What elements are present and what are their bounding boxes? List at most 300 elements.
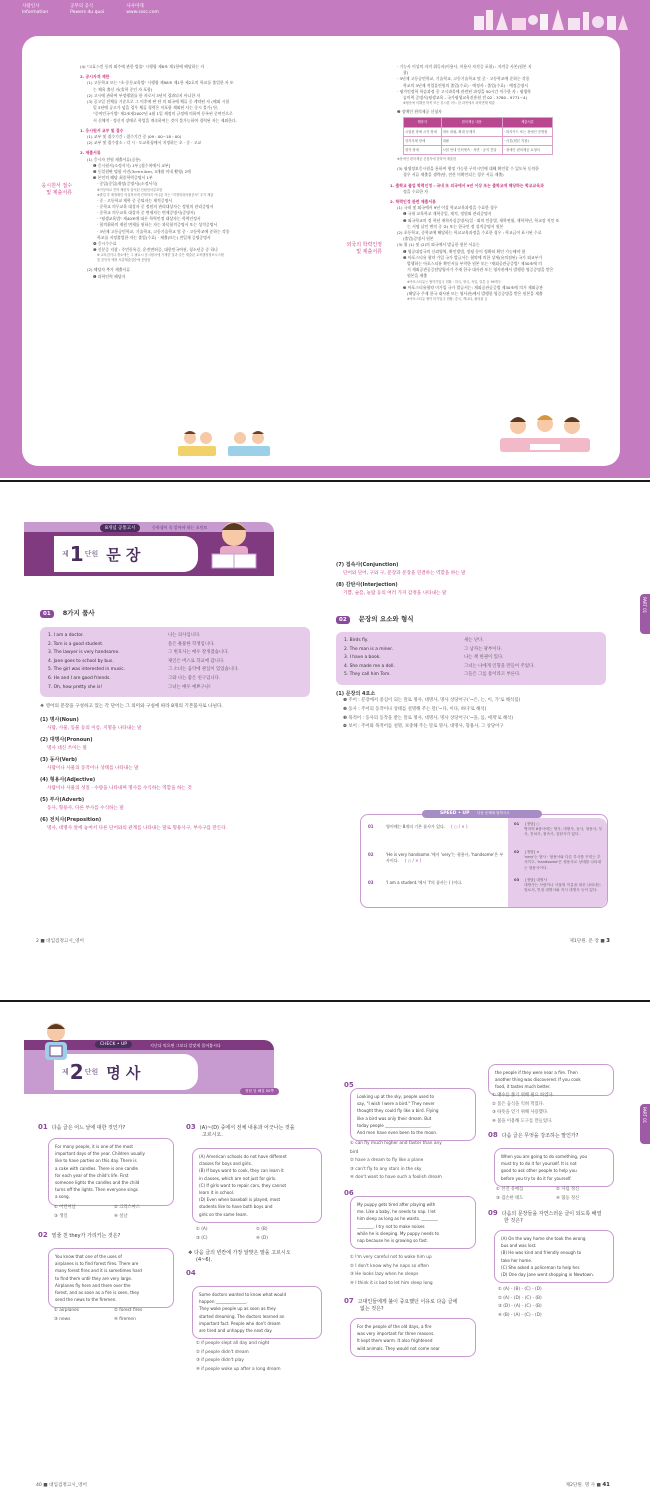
text-line: ❷ 동일원판 명함 사진(3cm×4cm, 3개월 이내 촬영) 2매 xyxy=(93,169,191,175)
section-title: 8가지 품사 xyxy=(62,609,95,617)
text-line: 습이력 증명서(평생교육 - 국가평생교육진흥원 전 02 - 3780 - 9771~4) xyxy=(403,95,528,101)
passage-line: (D) Even when baseball is played, most xyxy=(199,1197,281,1203)
part-of-speech-heading: (3) 동사(Verb) xyxy=(40,756,78,763)
example-korean: 나는 의사입니다. xyxy=(168,633,201,638)
example-english: 5. They call him Tom. xyxy=(344,672,391,678)
answer-option: ③ He looks lazy when he sleeps xyxy=(350,1272,419,1278)
answer-option: ④ firemen xyxy=(114,1316,136,1322)
answer-option: ② if people didn't dream xyxy=(196,1349,249,1355)
passage-line: like to have parties on this day. There is xyxy=(55,1158,137,1164)
text-line: 발행하는 아포스티유 확인서를 부착한 원본 또는 "재외공관공증법" 제30조에 의 xyxy=(407,261,542,267)
passage-line: (B) He was kind and friendly enough to xyxy=(501,1250,582,1256)
reading-passage xyxy=(350,1196,476,1249)
question-number: 01 xyxy=(38,1123,48,1131)
text-line: (1) 국내 및 외국에서 9년 이상 학교교육과정을 수료한 경우 xyxy=(397,205,498,211)
question-text xyxy=(386,852,506,864)
part-side-tab xyxy=(640,594,650,634)
passage-line: nap because he is growing so fast. xyxy=(357,1238,429,1244)
answer-option: ④ 설날 xyxy=(114,1213,128,1219)
top-meta-line: Powers du quoi xyxy=(70,10,105,15)
text-line: ※아포스티유 협약 미가입국 현황: 중국, 캐나다, 필리핀 등 xyxy=(407,297,488,302)
text-line: · 기능사 이상의 자격 취득자(이용사, 미용사 자격증 포함) : 자격증 사본(원본 지 xyxy=(397,64,532,69)
table-cell: 시험편 장애 시각 장애 xyxy=(404,127,442,136)
table-row xyxy=(404,136,553,145)
text-line: ❶ 응시원서(소정서식) 1부 [접수처에서 교부] xyxy=(93,162,171,168)
table-caption: ❷ 장애인 편의제공 신청자 xyxy=(397,109,442,115)
section-number: 02 xyxy=(336,616,350,624)
text-line: · 합격취하의 재원 면제를 원하는 자는 과목합격증명서 또는 성적증명서 xyxy=(97,222,218,228)
example-english: 3. I have a book. xyxy=(344,655,381,661)
example-english: 1. Birds fly. xyxy=(344,638,369,643)
folio-left: 40 ■ 대입검정고시_영어 xyxy=(36,1483,87,1488)
question-number: 08 xyxy=(488,1131,498,1139)
text-line: (2) 교부 및 접수장소 : 각 시 · 도교육청에서 지정하는 초 · 중 · 고교 xyxy=(87,140,202,146)
reading-passage xyxy=(494,1230,614,1283)
question-number: 04 xyxy=(186,1269,196,1277)
answer-option: ④ 협동 정신 xyxy=(556,1195,580,1201)
element-item: ❹ 보어 : 주어와 목적어를 설명, 보충해 주는 말로 명사, 대명사, 형용사, 그 상당어구 xyxy=(343,724,504,730)
answer-options xyxy=(196,1226,316,1243)
side-label-line: 응시원서 접수 xyxy=(41,183,72,189)
table-cell: 대필 xyxy=(441,136,502,145)
table-row xyxy=(404,146,553,155)
chapter-title: 명 사 xyxy=(106,1063,141,1082)
side-label-line: 및 제출서류 xyxy=(46,190,72,196)
passage-line: learn it in school. xyxy=(199,1190,235,1196)
answer-option: ④ (D) xyxy=(256,1235,268,1241)
speed-up-title xyxy=(440,811,510,816)
answer-option: ① if people slept all day and night xyxy=(196,1341,270,1346)
part-side-tab xyxy=(640,1104,650,1144)
table-cell: · 사본(원본 지참) xyxy=(502,136,552,145)
text-line: (3) 공고일 전체를 기준으로 그 이후에 판 단 의 외국에 체류 중 계약된 자 (해외 시험 xyxy=(87,99,230,105)
question-stem: 다음 글은 무엇을 강조하는 말인가? xyxy=(501,1133,579,1139)
table-cell: 청각 장애 xyxy=(404,146,442,155)
passage-line: for each year of the child's life. First xyxy=(55,1172,129,1178)
passage-line: must try to do it for yourself. It is not xyxy=(501,1161,577,1167)
left-column xyxy=(80,64,295,280)
example-box-parts-of-speech xyxy=(40,627,310,697)
passage-line: important fact. People who don't dream xyxy=(199,1320,281,1326)
question-number: 09 xyxy=(488,1209,498,1217)
answer-option: ① 선견 유애심 xyxy=(496,1187,524,1192)
text-line: ※이상학교 진학 제한자 출석된 인원선서류포함 xyxy=(97,187,163,192)
answer-options xyxy=(496,1186,616,1203)
side-label-foreign xyxy=(330,242,382,256)
chapter-number: 1 xyxy=(69,542,84,566)
passage-line: Looking up at the sky, people used to xyxy=(357,1094,434,1099)
answer-options xyxy=(54,1307,174,1324)
question-stem: 'I am a student.'에서 'I'의 품사는 ( )이다. xyxy=(386,880,463,885)
elements-heading: (1) 문장의 4요소 xyxy=(336,690,376,697)
table-cell: 대독 대필, 확대 문제지 xyxy=(441,127,502,136)
text-line: 는 서명 날인 변의 중 ②) 또는 한국인 정 성적증명서 원본 xyxy=(407,223,504,229)
passage-line: It kept them warm. It also frightened xyxy=(357,1338,433,1344)
answer-explanation: 영어의 8품사에는 명사, 대명사, 동사, 형용사, 부사, 전치사, 접속사, 감탄사가 있다. xyxy=(524,827,603,837)
reading-passage xyxy=(494,1148,614,1187)
answer-option: ④ (B) - (A) - (C) - (D) xyxy=(498,1312,542,1318)
answer-option: ④ don't want to have such a foolish dream xyxy=(350,1175,442,1181)
question-stem-line: 고대인들에게 불이 중요했던 이유로 다음 글에 xyxy=(357,1299,458,1305)
passage-line: him sleep as long as he wants. ________ xyxy=(357,1216,438,1222)
reading-passage xyxy=(48,1248,174,1308)
chapter-suffix: 단원 xyxy=(84,1068,99,1076)
reading-passage xyxy=(488,1064,614,1096)
passage-line: They woke people up as soon as they xyxy=(199,1306,276,1312)
answer-option: ③ 따뜻을 얻기 위해 사용했다. xyxy=(492,1110,549,1116)
answer-option: ① 어린이날 xyxy=(54,1205,76,1210)
question-stem-line: 고르시오. xyxy=(202,1132,223,1138)
passage-line: in classes, which are not just for girls. xyxy=(199,1175,277,1181)
question-choice: ( ○ / × ) xyxy=(451,824,468,829)
folio-left: 2 ■ 대입검정고시_영어 xyxy=(36,939,84,944)
example-row xyxy=(344,646,598,655)
answer-option: ② 몸은 음식을 익혀 먹었다. xyxy=(492,1101,545,1107)
text-line: ❶ 영공대강국의 신뢰영역, 확인방법, 정평 등이 정확히 확인 가능해야 함 xyxy=(403,248,526,254)
answer-option: ② I don't know why he naps so often xyxy=(350,1263,429,1269)
text-line: · 중학교 의무교육 대상자 중 면제자는 면제증명서(증명서) xyxy=(97,210,196,216)
answer-option: ① can fly much higher and faster than any xyxy=(350,1141,442,1146)
right-column xyxy=(390,64,602,302)
folio-right-number: 3 xyxy=(606,938,610,944)
table-note: ※장애인 편의제공 신청자에 한하여 제출함 xyxy=(397,157,457,162)
question-text xyxy=(386,880,506,886)
question-stem-line: 없는 것은? xyxy=(360,1306,384,1312)
students-illustration-left xyxy=(172,426,282,460)
part-of-speech-description: 동사, 형용사, 다른 부사를 수식하는 말 xyxy=(47,805,124,811)
top-meta-line: Information xyxy=(22,10,49,15)
folio-right: 제2단원. 명 사 ■ 41 xyxy=(565,1482,610,1488)
answer-label: [정답] ○ xyxy=(525,822,540,826)
example-korean: 그 남자는 광부이다. xyxy=(464,646,503,652)
part-of-speech-heading: (1) 명사(Noun) xyxy=(40,716,79,723)
text-line: ※평준에 의해선 학목 또는 휴시한 어느 한 과목에서 과학면제 제출 xyxy=(403,101,495,106)
instruction-text xyxy=(188,1250,328,1264)
question-stem: 밑줄 친 they가 가리키는 것은? xyxy=(51,1233,121,1239)
passage-line: You know that one of the uses of xyxy=(55,1254,122,1259)
passage-line: happen _______________. xyxy=(199,1299,248,1305)
passage-line: (C) She asked a policeman to help her. xyxy=(501,1264,581,1270)
passage-line: a song. xyxy=(55,1194,70,1200)
question-stem-line: (A)~(D) 중에서 전체 내용과 어긋나는 것을 xyxy=(199,1125,295,1131)
text-line: ❹ 응시수수료 xyxy=(93,241,117,247)
answer-option: ③ news xyxy=(54,1316,71,1322)
side-label-line: 및 제출서류 xyxy=(356,249,382,255)
chapter-number: 2 xyxy=(69,1060,84,1084)
part-of-speech-heading: (6) 전치사(Preposition) xyxy=(40,816,102,823)
text-line: 학교를 지정졸업한 자는 졸업(수료) · 제출(또는) 전일재 증명증명서 xyxy=(97,234,211,240)
answer-number: 03 xyxy=(514,878,520,882)
text-line: ※ 교육감이나 장소에는 그 필요시 응시원서에 기재한 것과 같은 제출된 교육행정정보시스템 xyxy=(97,253,224,258)
text-line: 1. 응시원서 교부 및 접수 xyxy=(80,127,124,133)
part-of-speech-description: 사람이나 사물의 동작이나 상태를 나타내는 말 xyxy=(47,765,139,771)
question-number: 03 xyxy=(186,1123,196,1131)
passage-line: before you try to do it for yourself. xyxy=(501,1175,572,1181)
page-spread-chapter-2-checkup xyxy=(0,1004,650,1500)
passage-line: wild animals. They would not come near xyxy=(357,1345,440,1351)
instruction-line: ❖ 다음 글의 빈칸에 가장 알맞은 말을 고르시오 xyxy=(188,1250,291,1256)
answer-options xyxy=(196,1340,281,1374)
text-line: ❺ 신분증 지참 : 주민등록증, 운전면허증, 대한민국여권, 청소년증 중 하나 xyxy=(93,247,218,253)
passage-line: My puppy gets tired after playing with xyxy=(357,1202,436,1207)
example-korean: 그 소녀는 음악에 관심이 있었습니다. xyxy=(168,667,239,673)
speed-up-question xyxy=(368,880,506,886)
checkup-tab-label: CHECK • UP xyxy=(95,1041,132,1048)
answer-option: ② have a dream to fly like a plane xyxy=(350,1158,424,1164)
answer-options xyxy=(492,1092,554,1126)
reading-passage xyxy=(350,1088,476,1141)
passage-line: take her home. xyxy=(501,1257,533,1263)
example-english: 2. Tom is a good student. xyxy=(48,641,104,647)
part-of-speech-heading: (8) 감탄사(Interjection) xyxy=(336,582,398,588)
example-korean: 그들은 그를 톰이라고 부른다. xyxy=(464,672,521,678)
chapter-tab-label: 8개념 공통고시 xyxy=(100,524,140,532)
example-row xyxy=(48,641,302,650)
passage-line: a cake with candles. There is one candle xyxy=(55,1165,139,1171)
passage-line: (B) If boys want to cook, they can learn it xyxy=(199,1168,284,1174)
question-stem: 'He is very handsome.'에서 'very'는 형용사, 'handsome'은 부사이다. xyxy=(386,852,504,863)
text-line: 학교의 3년제 직업훈련원의 졸업(수료) · 예정자 : 졸업(수료) · 예정증명서 xyxy=(403,82,528,88)
text-line: (4) "고효스킨 등의 외주에 관한 법률" 시행령 제8조 제1항에 해당하는 자 xyxy=(80,64,205,69)
example-box-sentence-forms xyxy=(336,632,606,685)
speed-up-subtitle: 다음 문제에 답하시오 xyxy=(476,811,510,815)
example-korean: 그녀는 매우 예쁘구나! xyxy=(168,684,211,690)
part-of-speech-description: 기쁨, 슬픔, 놀람 등의 여러 가지 감정을 나타내는 말 xyxy=(343,591,447,596)
table-row xyxy=(404,127,553,136)
example-row xyxy=(48,632,302,641)
passage-line: When you are going to do something, you xyxy=(501,1154,588,1159)
text-line: 정을 수료한 자 xyxy=(403,188,429,194)
passage-line: forest, and as soon as a fire is seen, they xyxy=(55,1290,140,1296)
example-row xyxy=(344,663,598,672)
page-separator xyxy=(0,480,650,482)
part-of-speech-heading: (5) 부사(Adverb) xyxy=(40,796,85,803)
passage-line: someone lights the candles and the child xyxy=(55,1180,140,1186)
example-english: 7. Oh, how pretty she is! xyxy=(48,684,103,690)
table-cell: · 복지카드 또는 장애인 증명원 xyxy=(502,127,552,136)
top-meta-line: 사람인사 xyxy=(22,4,40,9)
parts-of-speech-list xyxy=(40,716,310,831)
example-english: 1. I am a doctor. xyxy=(48,633,84,638)
passage-line: airplanes is to find forest fires. There are xyxy=(55,1261,139,1267)
text-line: 거 재외공관공증담당영사가 주재 한국 대사관 또는 영사관에서 발행한 영증증명을 받은 xyxy=(407,267,554,273)
text-line: 일 5년에 공고가 넘을 경우 체류 경력은 미포함 제외된 사는 중시 불가) 단, xyxy=(93,105,219,111)
answer-option: ② 자립 정신 xyxy=(556,1187,580,1192)
part-of-speech-description: 단어와 단어, 구와 구, 문장과 문장을 연결하는 역할을 하는 말 xyxy=(343,571,466,576)
text-line: · 평가인정학 학습과정 중 고시과목에 관련된 과정을 50시간 이수한 자 : 평생학 xyxy=(397,88,531,94)
passage-line: started dreaming. The doctors learned an xyxy=(199,1313,285,1319)
example-row xyxy=(48,684,302,693)
text-line: 2. 학력인정 관련 제출서류 xyxy=(390,199,436,205)
answer-label: [정답] 대명사 xyxy=(525,878,548,882)
passage-line: important days of the year. Children usually xyxy=(55,1151,145,1157)
passage-line: good to ask other people to help you xyxy=(501,1168,577,1174)
answer-option: ① 맹수를 쫓기 위해 필요 하였다. xyxy=(492,1093,554,1098)
passage-line: today people ______________________. xyxy=(357,1122,432,1128)
text-line: (1) 고등학교 또는 "초·중등교육법" 시행령 제98조 제1항 제2호의 학교를 졸업한 자 또 xyxy=(87,80,234,86)
passage-line: the people if they were near a fire. Then xyxy=(495,1070,578,1075)
part-of-speech-description: 명사 대신 쓰이는 말 xyxy=(47,745,87,751)
text-line: (3) 평생정보응시원을 통하여 행정 가능한 구미시민에 대해 확인할 수 있도록 동의한 xyxy=(397,166,539,172)
speed-up-question xyxy=(368,824,506,830)
text-line: (1) 응시자 전원 제출서류(공통) xyxy=(87,156,141,162)
decorative-city-illustration xyxy=(470,6,630,32)
answer-option: ④ 불을 이용해 도구를 만들었다. xyxy=(492,1118,553,1124)
part-of-speech-description: 사람, 사물, 동물 등의 이름, 지명을 나타내는 말 xyxy=(47,725,142,731)
text-line: (3) 위 (1) 및 (2)의 외국에서 발급한 원본 서류는 xyxy=(397,242,480,248)
question-heading xyxy=(38,1124,188,1132)
text-line: (졸업)증명서 원본 xyxy=(403,236,434,242)
passage-line: say, "I wish I were a bird." They never xyxy=(357,1101,435,1107)
reading-passage xyxy=(192,1148,322,1223)
passage-line: Airplanes fly here and there over the xyxy=(55,1282,131,1288)
question-number: 07 xyxy=(344,1297,354,1305)
text-line: 서 신체적 · 정신적 장애로 학업을 계속하여는 것이 불가능하여 경력된 자는 제외한다. xyxy=(93,117,237,123)
chapter-prefix: 제 xyxy=(62,550,69,558)
text-line: 경우 서류 제출을 생략(단, 전산 미확인되는 경우 서류 제출) xyxy=(403,172,504,178)
answer-option: bird xyxy=(350,1149,359,1155)
text-line: ※졸업 후 재정확인 의실적서에 진학하지 아니된 자는 "지정학과의원증서" 추가 제출 xyxy=(97,192,214,197)
part-of-speech-description: 명사, 대명사 앞에 놓여서 다른 단어와의 관계를 나타내는 말로 형용사구, 부사구를 만든다. xyxy=(47,825,228,831)
answer-option: ② forest fires xyxy=(114,1308,143,1313)
question-text xyxy=(386,824,506,830)
element-item: ❶ 주어 : 문장에서 중심이 되는 말로 명사, 대명사, 명사 상당어구('~은, 는, 이, 가'로 해석됨) xyxy=(343,697,521,703)
part-of-speech-heading: (4) 형용사(Adjective) xyxy=(40,776,96,783)
table-header-cell: 제출서류 xyxy=(502,118,552,127)
text-line: · 중 · 고등학교 재학 중 중퇴자는 제적증명서 xyxy=(97,197,173,203)
student-reading-illustration xyxy=(200,514,270,576)
passage-line: (D) One day Jane went shopping in Newtown. xyxy=(501,1272,594,1278)
text-line: ❷ 외국학교의 정 학년 재학사실증명서(일 · 외의 언종별, 재학연월, 재학학년, 학교장 직인 또 xyxy=(403,217,560,223)
passage-line: students like to have both boys and xyxy=(199,1204,273,1210)
speed-up-question xyxy=(368,852,506,864)
answer-option: ③ (D) - (A) - (C) - (B) xyxy=(498,1304,542,1310)
table-header-cell: 해당자 xyxy=(404,118,442,127)
answer-options xyxy=(350,1140,442,1183)
question-stem: 영어에는 8개의 기본 품사가 있다. xyxy=(386,824,446,829)
answer-option: ① I'm very careful not to wake him up xyxy=(350,1255,432,1260)
folio-right-label: 제2단원. 명 사 xyxy=(565,1483,596,1488)
example-korean: 그녀는 나에게 인형을 만들어 주었다. xyxy=(464,663,535,669)
text-line: 원본을 제출 xyxy=(407,273,428,279)
passage-line: (A) American schools do not have different xyxy=(199,1154,287,1159)
instruction-line: (4~6). xyxy=(196,1257,213,1263)
reading-passage xyxy=(48,1138,174,1206)
text-line: (해당국 주재 한국 대사관 또는 영사관)에서 발행한 영증증명을 받은 원본을 제출 xyxy=(407,290,543,296)
passage-line: For many people, it is one of the most xyxy=(55,1144,134,1149)
content-card xyxy=(22,36,620,466)
left-column xyxy=(40,600,310,831)
answer-item xyxy=(514,878,604,894)
top-meta-line: www.sssc.com xyxy=(126,10,159,15)
reading-passage xyxy=(192,1286,322,1339)
section-header-sentence-elements xyxy=(336,606,606,625)
part-of-speech-description: 사람이나 사물의 성질 · 수량을 나타내며 명사를 수식하는 역할을 하는 것 xyxy=(47,785,192,791)
text-line: 2. 공시자격 제한 xyxy=(80,74,110,80)
part-side-tab-label: PART 01 xyxy=(642,1107,647,1124)
section-number: 01 xyxy=(40,610,54,618)
example-korean: 새는 난다. xyxy=(464,638,484,643)
question-heading xyxy=(488,1132,628,1140)
question-heading xyxy=(186,1270,226,1278)
question-number: 01 xyxy=(368,824,374,829)
passage-line: like a bird was only their dream. But xyxy=(357,1115,432,1121)
example-english: 4. She made me a doll. xyxy=(344,663,395,669)
question-stem-line: 다음의 문장들을 자연스러운 글이 되도록 배열 xyxy=(501,1211,602,1217)
passage-line: ________. I try not to make noises xyxy=(357,1223,425,1229)
accommodation-table xyxy=(403,117,553,155)
example-english: 2. The man is a miner. xyxy=(344,646,394,652)
answer-option: ① (A) - (B) - (C) - (D) xyxy=(498,1287,542,1292)
text-line: 는 체육 출신 자(휴학 중인 자 포함) xyxy=(93,86,153,92)
question-heading xyxy=(344,1298,484,1313)
answer-item xyxy=(514,822,604,838)
table-cell: 시험 안내 인터넷속 · 서면 · 공지 전달 xyxy=(441,146,502,155)
text-line: ❶ 과학인력 해당자 xyxy=(93,273,126,279)
text-line: 및 본인의 예정 서류제출검증에 응답함 xyxy=(97,258,151,263)
chapter-prefix: 제 xyxy=(62,1068,69,1076)
speed-up-label: SPEED • UP xyxy=(440,811,470,816)
chapter-tab-note: 중학생이 꼭 알아야 하는 포인트 xyxy=(152,525,208,530)
text-line: (2) 해당자 추가 제출서류 xyxy=(87,267,131,273)
top-meta-item xyxy=(70,4,104,16)
page-spread-exam-info xyxy=(0,0,650,478)
text-line: 참) xyxy=(403,70,409,76)
checkup-tab-note: 지난다 익으면 그보다 알맞게 풀어봅시다 xyxy=(150,1043,221,1048)
folio-right-label: 제1단원. 문 장 xyxy=(569,939,599,944)
text-line: · "평생교육법" 제40조에 따른 학력인정 대상자는 학력인정서 xyxy=(97,216,201,222)
top-meta xyxy=(22,4,159,16)
section-header-8-parts xyxy=(40,600,310,619)
example-korean: 그와 나는 좋은 친구입니다. xyxy=(168,675,221,681)
table-header-cell: 편의제공 내용 xyxy=(441,118,502,127)
passage-line: while he is sleeping. My puppy needs to xyxy=(357,1230,440,1236)
answer-option: ③ (C) xyxy=(196,1235,208,1241)
element-item: ❷ 동사 : 주어의 동작이나 상태를 설명해 주는 말('~다, 이다, 하다'로 해석) xyxy=(343,706,487,712)
side-label-application xyxy=(24,183,72,197)
question-number: 02 xyxy=(368,852,374,857)
question-stem: 다음 글은 어느 날에 대한 것인가? xyxy=(51,1125,126,1131)
answer-option: ① airplanes xyxy=(54,1308,79,1313)
passage-line: many forest fires and it is sometimes hard xyxy=(55,1268,142,1274)
element-item: ❸ 목적어 : 동사의 동작을 받는 말로 명사, 대명사, 명사 상당어구('~을, 를, 에게'로 해석) xyxy=(343,715,514,721)
answer-option: ④ I think it is bad to let him sleep long xyxy=(350,1280,433,1286)
example-row xyxy=(48,666,302,675)
example-english: 3. The lawyer is very handsome. xyxy=(48,650,120,656)
right-column xyxy=(336,556,606,732)
passage-line: another thing was discovered. If you cook xyxy=(495,1077,581,1083)
part-of-speech-heading: (2) 대명사(Pronoun) xyxy=(40,736,93,743)
question-heading xyxy=(488,1210,628,1225)
answer-page-tag: 정답 및 해설 00쪽 xyxy=(240,1088,279,1095)
text-line: (2) 초등학교, 중학교에 해당하는 학교교육과정을 수료한 경우 : 학교급이 표시된 수료 xyxy=(397,230,542,236)
answer-option: ② (A) - (D) - (C) - (B) xyxy=(498,1295,542,1301)
text-line: ❸ 아포스티유협약 미가입 국가 발급서는: 재외공관공증법 제30조에 의거 재외공관 xyxy=(403,284,543,290)
question-number: 02 xyxy=(38,1231,48,1239)
elements-list xyxy=(336,697,606,732)
folio-right-number: 41 xyxy=(602,1482,610,1488)
example-row xyxy=(344,671,598,680)
answer-number: 02 xyxy=(514,850,520,854)
answer-explanation: 'very'는 형사 · 형용사와 다른 부사를 꾸미는 부사이고, 'handsome'은 형용사로 상태를 나타내는 형용사이다. xyxy=(524,855,602,870)
example-row xyxy=(344,637,598,646)
chapter-suffix: 단원 xyxy=(84,550,99,558)
text-line: 1. 출학교 졸업 학력인정 : 국내 또 외국에서 9년 이상 또는 출학교에 해당하는 학교교육과 xyxy=(390,182,544,188)
text-line: ❷ 아포스티유 협약 가입 국가 발급서는 협약에 의한 상세(유의점된) 국가 외교부가 xyxy=(403,254,543,260)
passage-line: (A) On the way home she took the wrong xyxy=(501,1236,586,1241)
text-line: ※아포스티유는 협약가입국 현황 : 미국, 영국, 독일, 일본 등 99개국 xyxy=(407,279,501,284)
text-line: · 중학교 의무교육 대상자 중 정원의 관리대상자는 정원의 관리증명서 xyxy=(97,203,214,209)
